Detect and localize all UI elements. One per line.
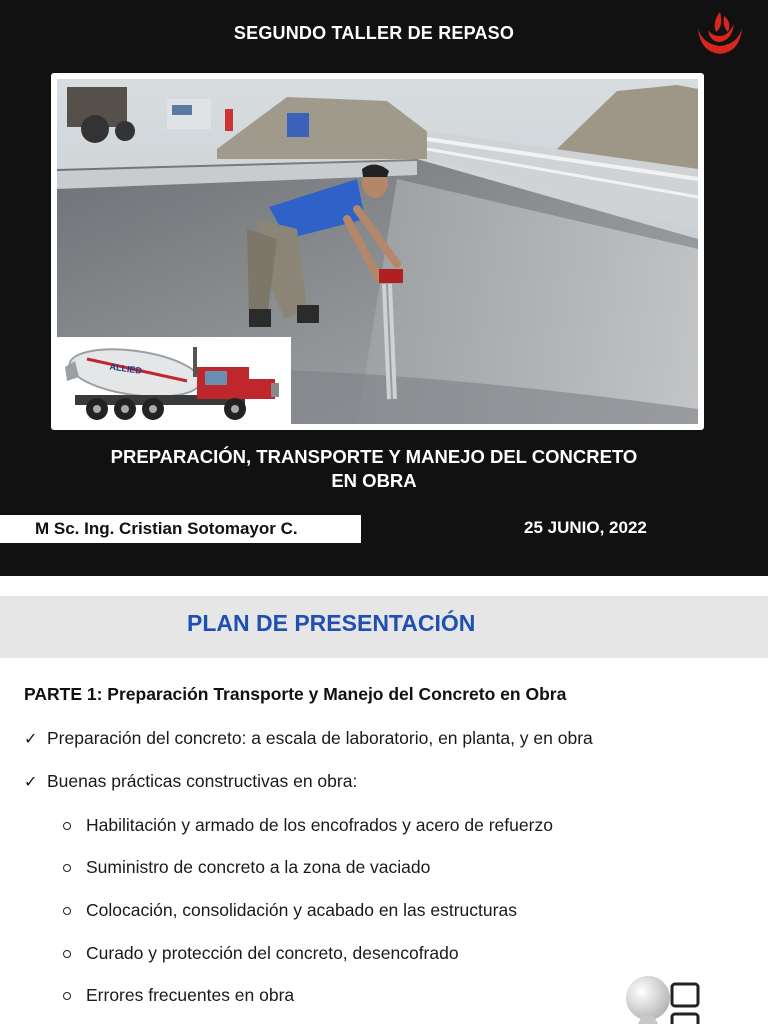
agenda-slide — [0, 596, 768, 1024]
bullet-item: Buenas prácticas constructivas en obra: — [47, 771, 358, 791]
presentation-subtitle — [40, 445, 708, 493]
sub-bullet-item: Habilitación y armado de los encofrados y acero de refuerzo — [86, 815, 553, 835]
hollow-bullet-icon — [63, 992, 71, 1000]
agenda-header-band — [0, 596, 768, 658]
mixer-truck-icon — [57, 337, 291, 425]
check-mark-icon: ✓ — [24, 731, 38, 748]
part-1-heading: PARTE 1: Preparación Transporte y Manejo del Concreto en Obra — [24, 684, 567, 704]
bullet-item: Preparación del concreto: a escala de laboratorio, en planta, y en obra — [47, 728, 593, 748]
presentation-date: 25 JUNIO, 2022 — [524, 518, 647, 537]
concrete-mixer-truck-image — [57, 337, 291, 425]
sub-bullet-item: Curado y protección del concreto, desencofrado — [86, 943, 459, 963]
hollow-bullet-icon — [63, 907, 71, 915]
university-logo-icon — [694, 8, 746, 58]
header-title: SEGUNDO TALLER DE REPASO — [233, 23, 515, 43]
subtitle-line-1: PREPARACIÓN, TRANSPORTE Y MANEJO DEL CONCRETO — [110, 446, 638, 467]
hollow-bullet-icon — [63, 822, 71, 830]
agenda-title: PLAN DE PRESENTACIÓN — [187, 610, 476, 636]
hollow-bullet-icon — [63, 864, 71, 872]
checklist-figure-icon — [622, 972, 712, 1024]
subtitle-line-2: EN OBRA — [331, 470, 417, 491]
check-mark-icon: ✓ — [24, 774, 38, 791]
truck-brand-label: ALLIED — [108, 361, 143, 376]
sub-bullet-item: Suministro de concreto a la zona de vaciado — [86, 857, 431, 877]
sub-bullet-item: Errores frecuentes en obra — [86, 985, 295, 1005]
author-name: M Sc. Ing. Cristian Sotomayor C. — [0, 515, 361, 543]
sub-bullet-item: Colocación, consolidación y acabado en las estructuras — [86, 900, 517, 920]
hollow-bullet-icon — [63, 950, 71, 958]
